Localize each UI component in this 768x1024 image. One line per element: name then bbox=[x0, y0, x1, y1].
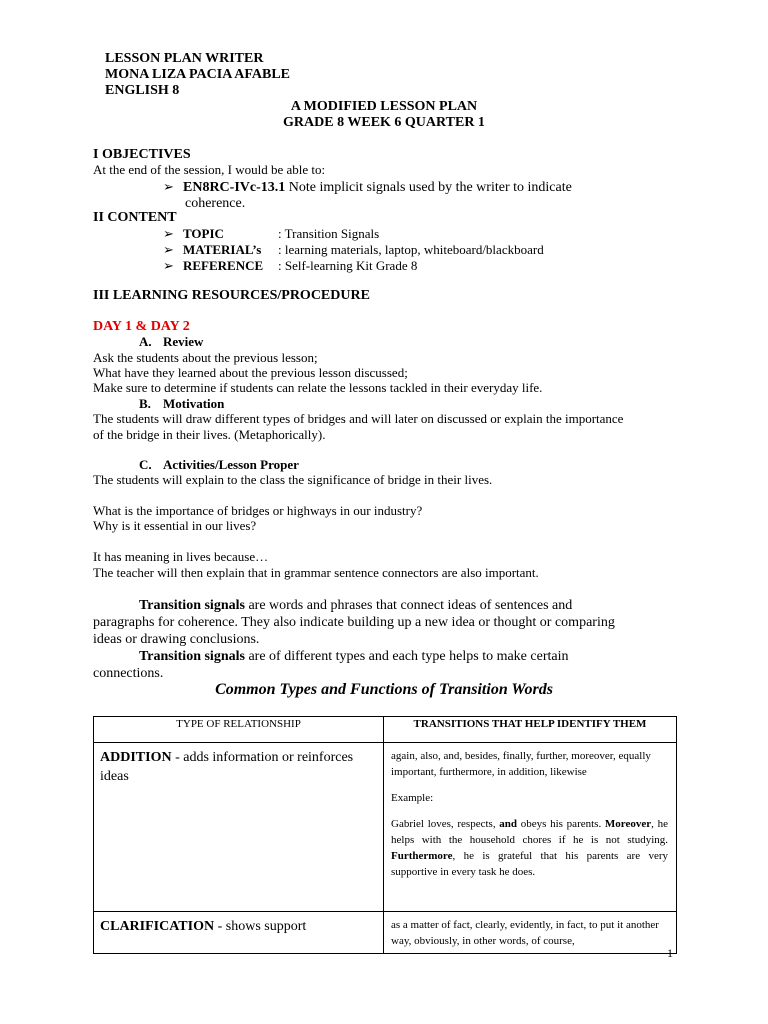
content-item-material bbox=[163, 242, 544, 258]
relationship-cell bbox=[94, 912, 384, 954]
activities-line: The teacher will then explain that in grammar sentence connectors are also important. bbox=[93, 565, 539, 580]
table-header-row bbox=[94, 717, 677, 743]
transition-text: ideas or drawing conclusions. bbox=[93, 632, 260, 647]
example-fragment: , he helps with the household chores if he is not studying. bbox=[391, 818, 668, 846]
activities-marker: C. bbox=[139, 457, 152, 472]
relationship-type: ADDITION bbox=[100, 750, 172, 765]
example-fragment: , he is grateful that his parents are very supportive in every task he does. bbox=[391, 850, 668, 878]
transition-paragraph-2 bbox=[139, 648, 568, 665]
content-label: REFERENCE bbox=[183, 258, 264, 273]
transition-text: are of different types and each type helps to make certain bbox=[244, 649, 569, 664]
content-value: : Self-learning Kit Grade 8 bbox=[278, 258, 418, 273]
relationship-type: CLARIFICATION bbox=[100, 919, 215, 934]
table-title: Common Types and Functions of Transition Words bbox=[215, 681, 553, 698]
relationship-desc: - adds information or reinforces ideas bbox=[100, 750, 354, 784]
transition-text: connections. bbox=[93, 666, 164, 681]
review-title: Review bbox=[163, 334, 204, 349]
column-header: TRANSITIONS THAT HELP IDENTIFY THEM bbox=[384, 717, 677, 743]
day-label: DAY 1 & DAY 2 bbox=[93, 319, 190, 334]
arrow-bullet-icon: ➢ bbox=[163, 226, 174, 241]
review-line: Make sure to determine if students can relate the lessons tackled in their everyday life. bbox=[93, 380, 543, 395]
writer-name: MONA LIZA PACIA AFABLE bbox=[105, 67, 291, 82]
example-fragment: obeys his parents. bbox=[517, 818, 605, 830]
review-line: What have they learned about the previous lesson discussed; bbox=[93, 365, 408, 380]
motivation-heading bbox=[139, 396, 224, 412]
transition-words: again, also, and, besides, finally, further, moreover, equally important, furthermore, in addition, likewise bbox=[391, 750, 651, 778]
motivation-title: Motivation bbox=[163, 396, 225, 411]
arrow-bullet-icon: ➢ bbox=[163, 179, 174, 194]
objective-code: EN8RC-IVc-13.1 bbox=[183, 180, 286, 195]
objective-text: Note implicit signals used by the writer to indicate bbox=[285, 180, 572, 195]
motivation-line: The students will draw different types of bridges and will later on discussed or explain the importance bbox=[93, 411, 624, 426]
review-heading bbox=[139, 334, 203, 350]
activities-question: Why is it essential in our lives? bbox=[93, 518, 257, 533]
example-fragment: Moreover bbox=[604, 818, 652, 830]
activities-title: Activities/Lesson Proper bbox=[163, 457, 299, 472]
example-label: Example: bbox=[391, 792, 434, 804]
activities-line: It has meaning in lives because… bbox=[93, 549, 269, 564]
transition-text: are words and phrases that connect ideas of sentences and bbox=[244, 598, 573, 613]
content-value: : Transition Signals bbox=[278, 226, 380, 241]
content-heading: II CONTENT bbox=[93, 210, 177, 225]
arrow-bullet-icon: ➢ bbox=[163, 258, 174, 273]
transitions-cell bbox=[384, 912, 677, 954]
transitions-cell bbox=[384, 743, 677, 912]
table-row bbox=[94, 743, 677, 912]
content-value: : learning materials, laptop, whiteboard/blackboard bbox=[278, 242, 544, 257]
column-header: TYPE OF RELATIONSHIP bbox=[94, 717, 384, 743]
example-text bbox=[391, 816, 668, 880]
transition-paragraph-1 bbox=[139, 597, 572, 614]
objective-text-cont: coherence. bbox=[185, 196, 246, 211]
subject: ENGLISH 8 bbox=[105, 83, 180, 98]
objectives-heading: I OBJECTIVES bbox=[93, 147, 191, 162]
transition-term: Transition signals bbox=[139, 649, 245, 664]
activities-line: The students will explain to the class the significance of bridge in their lives. bbox=[93, 472, 493, 487]
relationship-cell bbox=[94, 743, 384, 912]
transition-words: as a matter of fact, clearly, evidently, in fact, to put it another way, obviously, in other words, of course, bbox=[391, 919, 659, 947]
example-fragment: Furthermore bbox=[391, 850, 453, 862]
example-fragment: and bbox=[499, 818, 518, 830]
document-subtitle: GRADE 8 WEEK 6 QUARTER 1 bbox=[283, 115, 485, 130]
motivation-line: of the bridge in their lives. (Metaphorically). bbox=[93, 427, 326, 442]
transition-text: paragraphs for coherence. They also indicate building up a new idea or thought or comparing bbox=[93, 615, 615, 630]
objectives-intro: At the end of the session, I would be able to: bbox=[93, 162, 326, 177]
transition-term: Transition signals bbox=[139, 598, 245, 613]
content-label: MATERIAL’s bbox=[183, 242, 262, 257]
review-marker: A. bbox=[139, 334, 152, 349]
content-item-reference bbox=[163, 258, 417, 274]
document-title: A MODIFIED LESSON PLAN bbox=[290, 99, 478, 114]
relationship-desc: - shows support bbox=[214, 919, 307, 934]
content-label: TOPIC bbox=[183, 226, 224, 241]
motivation-marker: B. bbox=[139, 396, 151, 411]
content-item-topic bbox=[163, 226, 379, 242]
review-line: Ask the students about the previous lesson; bbox=[93, 350, 318, 365]
objective-item bbox=[163, 178, 572, 196]
table-row bbox=[94, 912, 677, 954]
resources-heading: III LEARNING RESOURCES/PROCEDURE bbox=[93, 288, 370, 303]
page-number: 1 bbox=[667, 946, 673, 960]
activities-heading bbox=[139, 457, 299, 473]
example-fragment: Gabriel loves, respects, bbox=[391, 818, 500, 830]
arrow-bullet-icon: ➢ bbox=[163, 242, 174, 257]
transition-table bbox=[93, 716, 677, 954]
writer-label: LESSON PLAN WRITER bbox=[105, 51, 264, 66]
activities-question: What is the importance of bridges or highways in our industry? bbox=[93, 503, 423, 518]
